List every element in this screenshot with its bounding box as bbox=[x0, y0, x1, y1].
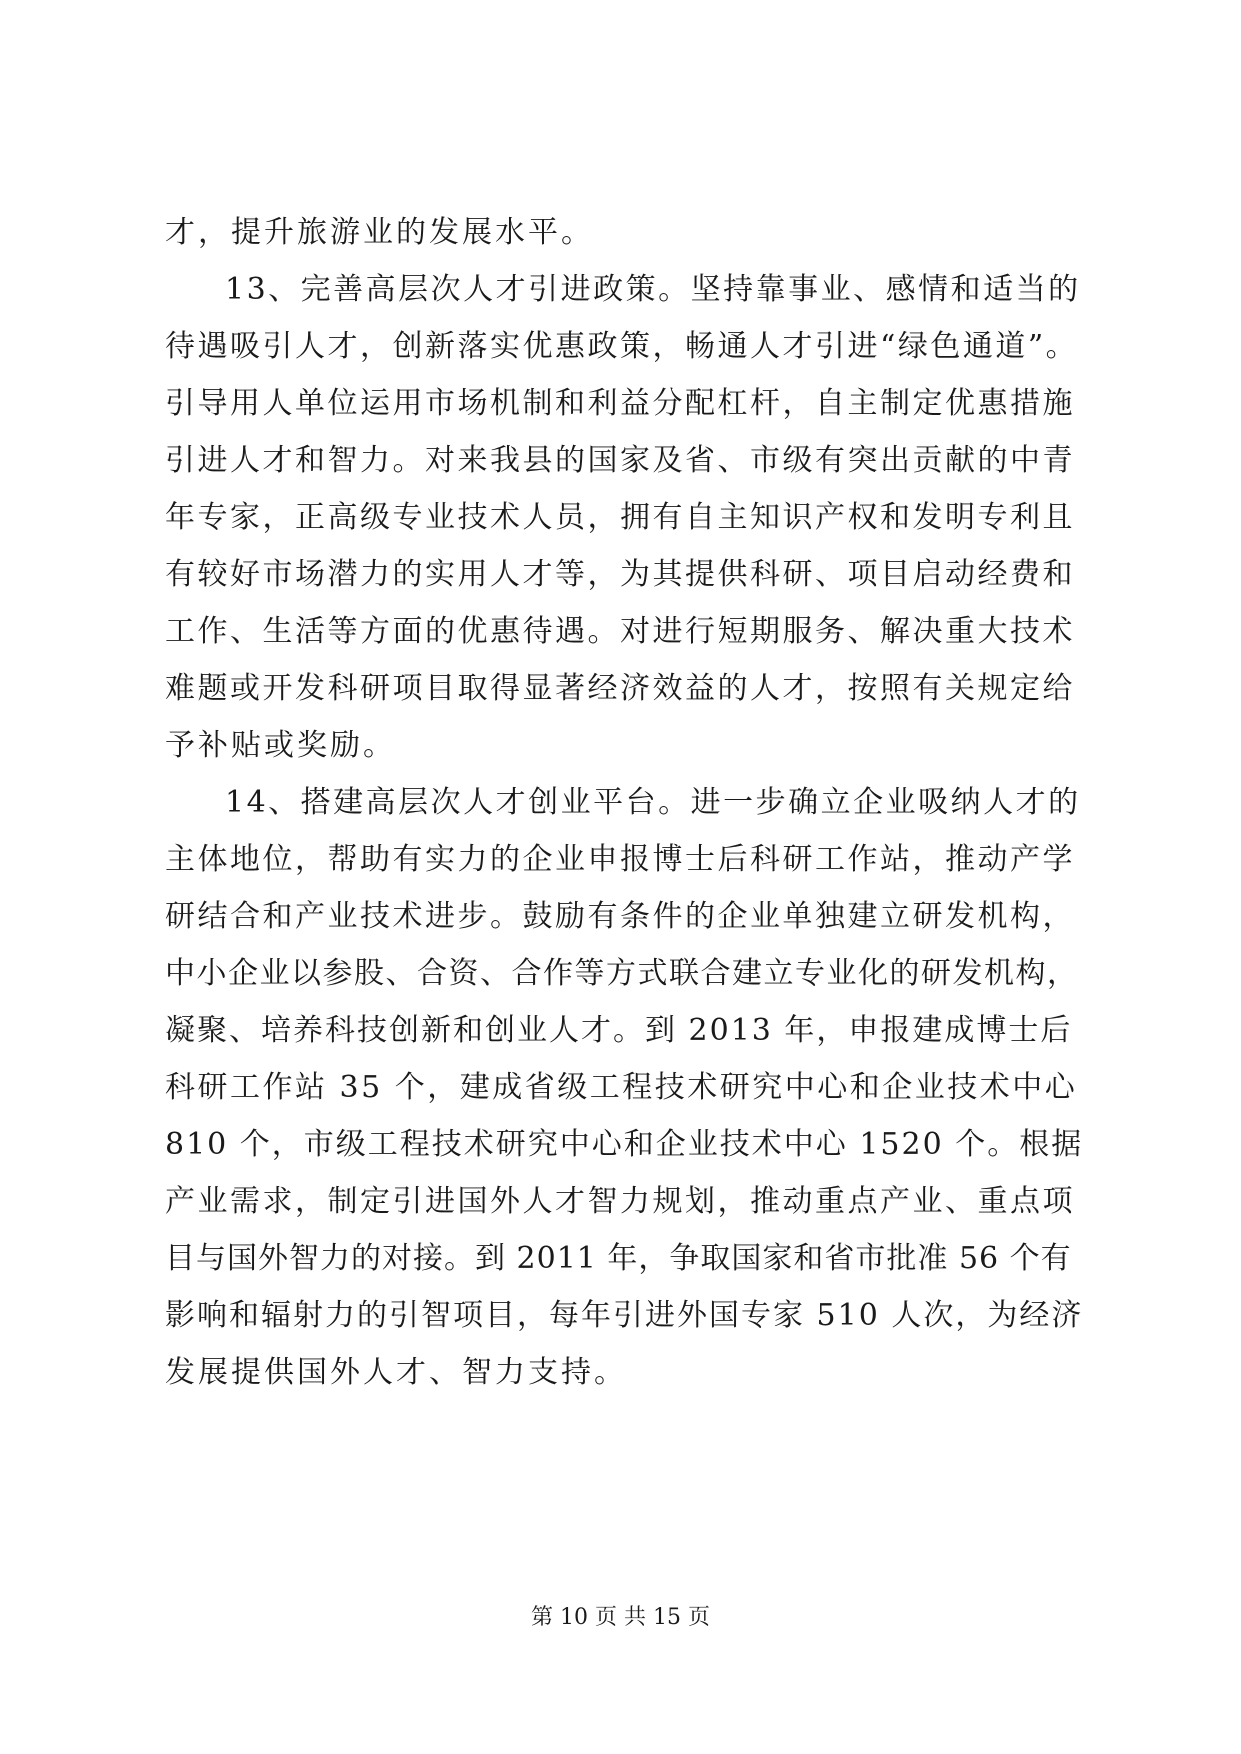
body-line: 发展提供国外人才、智力支持。 bbox=[165, 1355, 627, 1390]
body-line: 影响和辐射力的引智项目，每年引进外国专家 510 人次，为经济 bbox=[165, 1298, 1084, 1333]
body-line: 年专家，正高级专业技术人员，拥有自主知识产权和发明专利且 bbox=[165, 500, 1075, 535]
body-line: 才，提升旅游业的发展水平。 bbox=[165, 215, 594, 250]
body-line: 中小企业以参股、合资、合作等方式联合建立专业化的研发机构， bbox=[165, 956, 1079, 991]
body-line: 810 个，市级工程技术研究中心和企业技术中心 1520 个。根据 bbox=[165, 1127, 1084, 1162]
body-line: 产业需求，制定引进国外人才智力规划，推动重点产业、重点项 bbox=[165, 1184, 1075, 1219]
body-line: 研结合和产业技术进步。鼓励有条件的企业单独建立研发机构， bbox=[165, 899, 1075, 934]
body-line: 目与国外智力的对接。到 2011 年，争取国家和省市批准 56 个有 bbox=[165, 1241, 1072, 1276]
body-line: 主体地位，帮助有实力的企业申报博士后科研工作站，推动产学 bbox=[165, 842, 1075, 877]
body-line: 引进人才和智力。对来我县的国家及省、市级有突出贡献的中青 bbox=[165, 443, 1075, 478]
paragraph-14-first-line: 14、搭建高层次人才创业平台。进一步确立企业吸纳人才的 bbox=[225, 785, 1081, 820]
body-line: 难题或开发科研项目取得显著经济效益的人才，按照有关规定给 bbox=[165, 671, 1075, 706]
body-line: 待遇吸引人才，创新落实优惠政策，畅通人才引进“绿色通道”。 bbox=[165, 329, 1079, 364]
paragraph-13-first-line: 13、完善高层次人才引进政策。坚持靠事业、感情和适当的 bbox=[225, 272, 1081, 307]
body-line: 凝聚、培养科技创新和创业人才。到 2013 年，申报建成博士后 bbox=[165, 1013, 1073, 1048]
body-line: 工作、生活等方面的优惠待遇。对进行短期服务、解决重大技术 bbox=[165, 614, 1075, 649]
page-footer: 第 10 页 共 15 页 bbox=[531, 1605, 710, 1630]
body-line: 有较好市场潜力的实用人才等，为其提供科研、项目启动经费和 bbox=[165, 557, 1075, 592]
body-line: 科研工作站 35 个，建成省级工程技术研究中心和企业技术中心 bbox=[165, 1070, 1078, 1105]
body-line: 引导用人单位运用市场机制和利益分配杠杆，自主制定优惠措施 bbox=[165, 386, 1075, 421]
body-line: 予补贴或奖励。 bbox=[165, 728, 396, 763]
